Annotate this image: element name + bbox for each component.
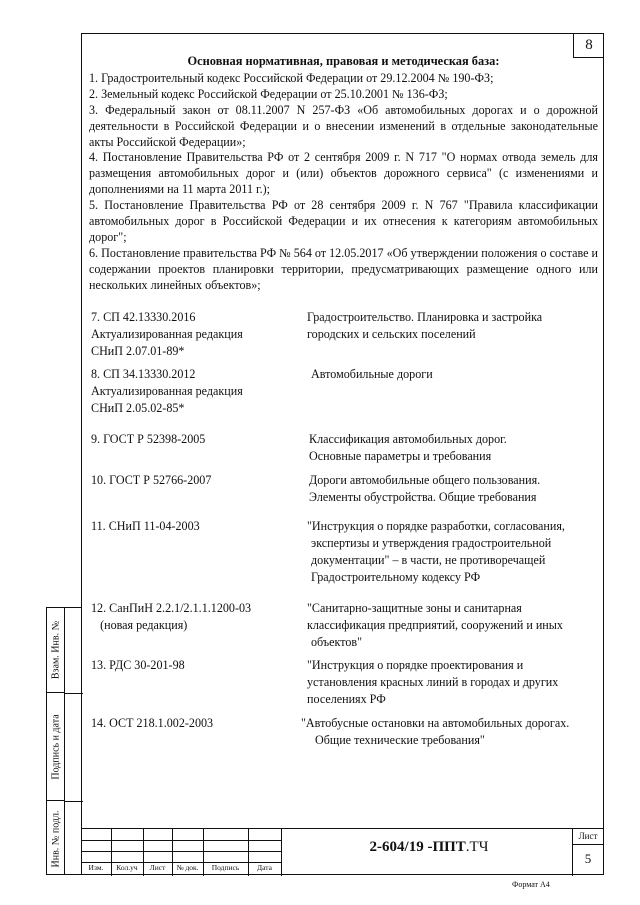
- standard-code-line: 8. СП 34.13330.2012: [91, 367, 196, 381]
- standard-title-line: документации" – в части, не противоречащей: [311, 553, 546, 567]
- col-label-list: Лист: [149, 863, 166, 872]
- standard-code-line: СНиП 2.05.02-85*: [91, 401, 185, 415]
- standard-code: [91, 600, 291, 634]
- col-label-izm: Изм.: [88, 863, 104, 872]
- standard-title-line: Элементы обустройства. Общие требования: [309, 490, 537, 504]
- strip-cell-vzam: [47, 608, 65, 693]
- standard-title: [307, 657, 607, 708]
- format-label: Формат А4: [512, 880, 550, 889]
- strip-cell-podpis: [47, 693, 65, 801]
- standard-code: [91, 366, 291, 417]
- standard-title: [301, 715, 601, 749]
- standard-title-line: установления красных линий в городах и других: [307, 675, 559, 689]
- standard-code-line: 7. СП 42.13330.2016: [91, 310, 196, 324]
- standard-code-line: 10. ГОСТ Р 52766-2007: [91, 473, 212, 487]
- standard-title-line: "Инструкция о порядке проектирования и: [307, 658, 524, 672]
- strip-label-inv-podl: Инв. № подл.: [50, 810, 62, 867]
- standard-title-line: поселениях РФ: [307, 692, 386, 706]
- strip-cell-inv: [47, 801, 65, 876]
- sheet-number: 5: [584, 851, 592, 866]
- standard-title-line: Градостроительство. Планировка и застройка: [307, 310, 543, 324]
- paragraph-3: 3. Федеральный закон от 08.11.2007 N 257-ФЗ «Об автомобильных дорогах и о дорожной деятельности в Российской Федерации и о внесении изменений в отдельные законодательные акты Российской Федерации»;: [89, 102, 598, 149]
- standard-code-line: 9. ГОСТ Р 52398-2005: [91, 432, 206, 446]
- paragraph-6: 6. Постановление правительства РФ № 564 от 12.05.2017 «Об утверждении положения о составе и содержании проектов планировки территории, предусматривающих размещение одного или нескольких линейных объектов»;: [89, 245, 598, 292]
- col-label-doc: № док.: [176, 863, 199, 872]
- standard-code-line: 11. СНиП 11-04-2003: [91, 519, 200, 533]
- paragraph-1: 1. Градостроительный кодекс Российской Федерации от 29.12.2004 № 190-ФЗ;: [89, 70, 494, 85]
- standard-code-line: 14. ОСТ 218.1.002-2003: [91, 716, 214, 730]
- standard-title: [309, 472, 609, 506]
- document-body: [89, 52, 598, 294]
- standard-title-line: экспертизы и утверждения градостроительной: [311, 536, 552, 550]
- strip-separator: [65, 801, 83, 802]
- standard-title: [307, 309, 607, 343]
- standard-title-line: классификация предприятий, сооружений и иных: [307, 618, 563, 632]
- standard-code: [91, 472, 291, 489]
- standard-title: [307, 518, 607, 586]
- standard-code-line: 13. РДС 30-201-98: [91, 658, 185, 672]
- paragraph-2: 2. Земельный кодекс Российской Федерации от 25.10.2001 № 136-ФЗ;: [89, 86, 448, 101]
- title-block: [81, 828, 604, 875]
- standard-title-line: Общие технические требования": [315, 733, 485, 747]
- col-label-data: Дата: [257, 863, 272, 872]
- page-number: 8: [573, 33, 604, 58]
- standard-code-line: Актуализированная редакция: [91, 327, 243, 341]
- standard-title-line: городских и сельских поселений: [307, 327, 476, 341]
- standard-title-line: Классификация автомобильных дорог.: [309, 432, 507, 446]
- document-code: [286, 839, 572, 856]
- sheet-divider: [572, 844, 604, 845]
- standard-code: [91, 715, 291, 732]
- standard-title: [311, 366, 611, 383]
- col-label-podpis: Подпись: [211, 863, 240, 872]
- standard-code: [91, 518, 291, 535]
- strip-separator: [65, 693, 83, 694]
- standard-code-line: СНиП 2.07.01-89*: [91, 344, 185, 358]
- standard-code: [91, 309, 291, 360]
- standard-title-line: объектов": [311, 635, 363, 649]
- paragraph-4: 4. Постановление Правительства РФ от 2 сентября 2009 г. N 717 "О нормах отвода земель для размещения автомобильных дорог и (или) объектов дорожного сервиса" (с изменениями и дополнениями на 11 марта 2011 г.);: [89, 150, 598, 197]
- document-title: Основная нормативная, правовая и методическая база:: [187, 54, 500, 68]
- approval-strip: [46, 607, 82, 875]
- col-label-kol-uch: Кол.уч: [116, 863, 138, 872]
- standard-title: [309, 431, 609, 465]
- standard-code-line: Актуализированная редакция: [91, 384, 243, 398]
- title-block-col-line: [281, 829, 282, 876]
- standard-title-line: "Инструкция о порядке разработки, согласования,: [307, 519, 565, 533]
- standard-code-line: 12. СанПиН 2.2.1/2.1.1.1200-03: [91, 601, 252, 615]
- strip-label-column: [47, 608, 65, 874]
- paragraph-5: 5. Постановление Правительства РФ от 28 сентября 2009 г. N 767 "Правила классификации автомобильных дорог в Российской Федерации и их отнесения к категориям автомобильных дорог";: [89, 198, 598, 244]
- strip-label-vzam-inv: Взам. Инв. №: [50, 620, 62, 680]
- standard-code-line: (новая редакция): [91, 618, 188, 632]
- standard-code: [91, 657, 291, 674]
- standard-title-line: "Санитарно-защитные зоны и санитарная: [307, 601, 522, 615]
- standard-title-line: Автомобильные дороги: [311, 367, 433, 381]
- document-code-main: 2-604/19 -ППТ: [369, 839, 466, 855]
- strip-label-podpis-data: Подпись и дата: [50, 713, 62, 780]
- document-code-suffix: .ТЧ: [465, 839, 489, 855]
- standard-title: [307, 600, 607, 651]
- standard-title-line: "Автобусные остановки на автомобильных дорогах.: [301, 716, 570, 730]
- standard-title-line: Градостроительному кодексу РФ: [311, 570, 481, 584]
- standard-code: [91, 431, 291, 448]
- standard-title-line: Дороги автомобильные общего пользования.: [309, 473, 541, 487]
- standard-title-line: Основные параметры и требования: [309, 449, 492, 463]
- sheet-label: Лист: [578, 831, 598, 841]
